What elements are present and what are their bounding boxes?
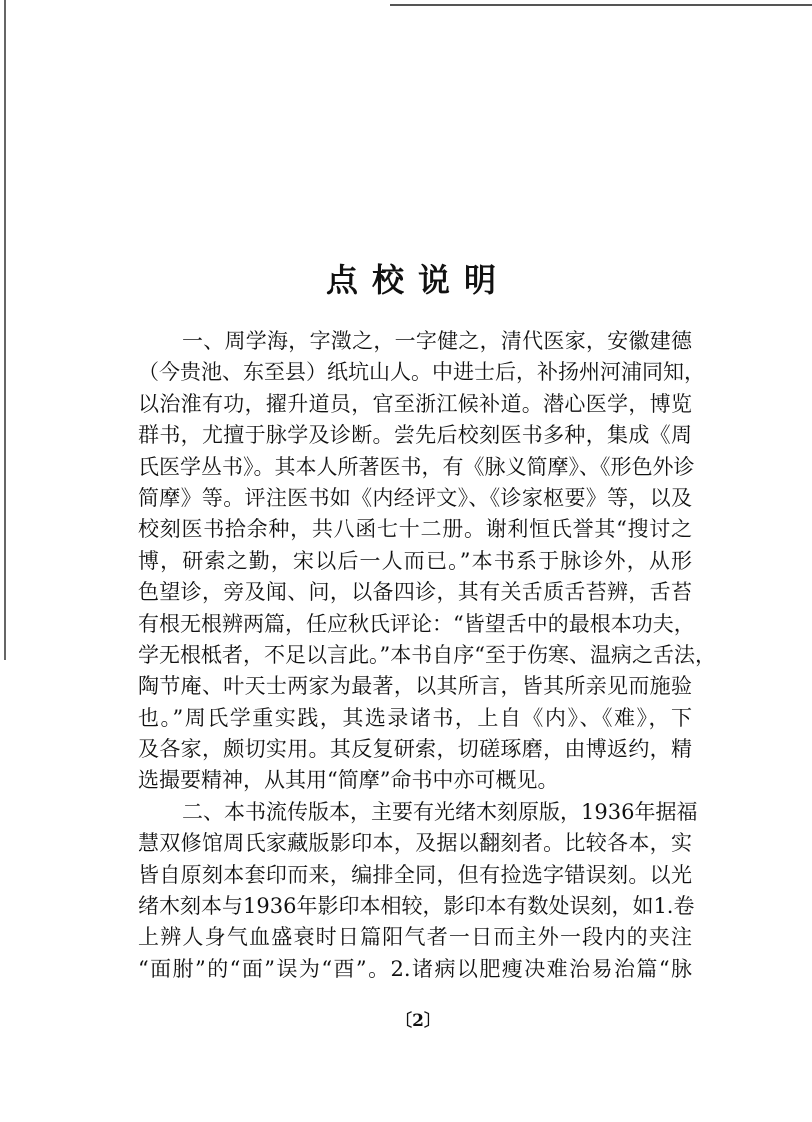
text-line: （今贵池、东至县）纸坑山人。中进士后，补扬州河浦同知， bbox=[138, 360, 705, 385]
text-line: 以治淮有功，擢升道员，官至浙江候补道。潜心医学，博览 bbox=[138, 391, 692, 416]
page-number: 〔2〕 bbox=[395, 1011, 441, 1031]
text-line: 慧双修馆周氏家藏版影印本，及据以翻刻者。比较各本，实 bbox=[138, 831, 692, 856]
body-text bbox=[138, 326, 716, 985]
text-line: 有根无根辨两篇，任应秋氏评论：“皆望舌中的最根本功夫， bbox=[138, 611, 695, 636]
text-line: “面胕”的“面”误为“酉”。2.诸病以肥瘦决难治易治篇“脉 bbox=[138, 956, 692, 981]
text-line: 群书，尤擅于脉学及诊断。尝先后校刻医书多种，集成《周 bbox=[138, 423, 692, 448]
text-line: 也。”周氏学重实践，其选录诸书，上自《内》、《难》，下 bbox=[138, 705, 692, 730]
text-line: 及各家，颇切实用。其反复研索，切磋琢磨，由博返约，精 bbox=[138, 737, 692, 762]
text-line: 上辨人身气血盛衰时日篇阳气者一日而主外一段内的夹注 bbox=[138, 925, 692, 950]
text-line: 简摩》等。评注医书如《内经评文》、《诊家枢要》等，以及 bbox=[138, 485, 692, 510]
page-title: 点校说明 bbox=[325, 261, 510, 299]
text-line: 博，研索之勤，宋以后一人而已。”本书系于脉诊外，从形 bbox=[138, 548, 692, 573]
text-line: 氏医学丛书》。其本人所著医书，有《脉义简摩》、《形色外诊 bbox=[138, 454, 695, 479]
text-line: 绪木刻本与1936年影印本相较，影印本有数处误刻，如1.卷 bbox=[138, 894, 695, 919]
text-line: 学无根柢者，不足以言此。”本书自序“至于伤寒、温病之舌法， bbox=[138, 642, 716, 667]
scan-border-top bbox=[390, 4, 812, 6]
text-line: 一、周学海，字澂之，一字健之，清代医家，安徽建德 bbox=[182, 329, 692, 353]
text-line: 色望诊，旁及闻、问，以备四诊，其有关舌质舌苔辨，舌苔 bbox=[138, 580, 692, 605]
text-line: 选撮要精神，从其用“简摩”命书中亦可概见。 bbox=[138, 768, 559, 793]
text-line: 二、本书流传版本，主要有光绪木刻原版，1936年据福 bbox=[182, 799, 698, 824]
text-line: 校刻医书拾余种，共八函七十二册。谢利恒氏誉其“搜讨之 bbox=[138, 517, 692, 542]
text-line: 陶节庵、叶天士两家为最著，以其所言，皆其所亲见而施验 bbox=[138, 674, 692, 699]
text-line: 皆自原刻本套印而来，编排全同，但有捡选字错误刻。以光 bbox=[138, 862, 692, 887]
scan-border-left bbox=[4, 0, 6, 660]
